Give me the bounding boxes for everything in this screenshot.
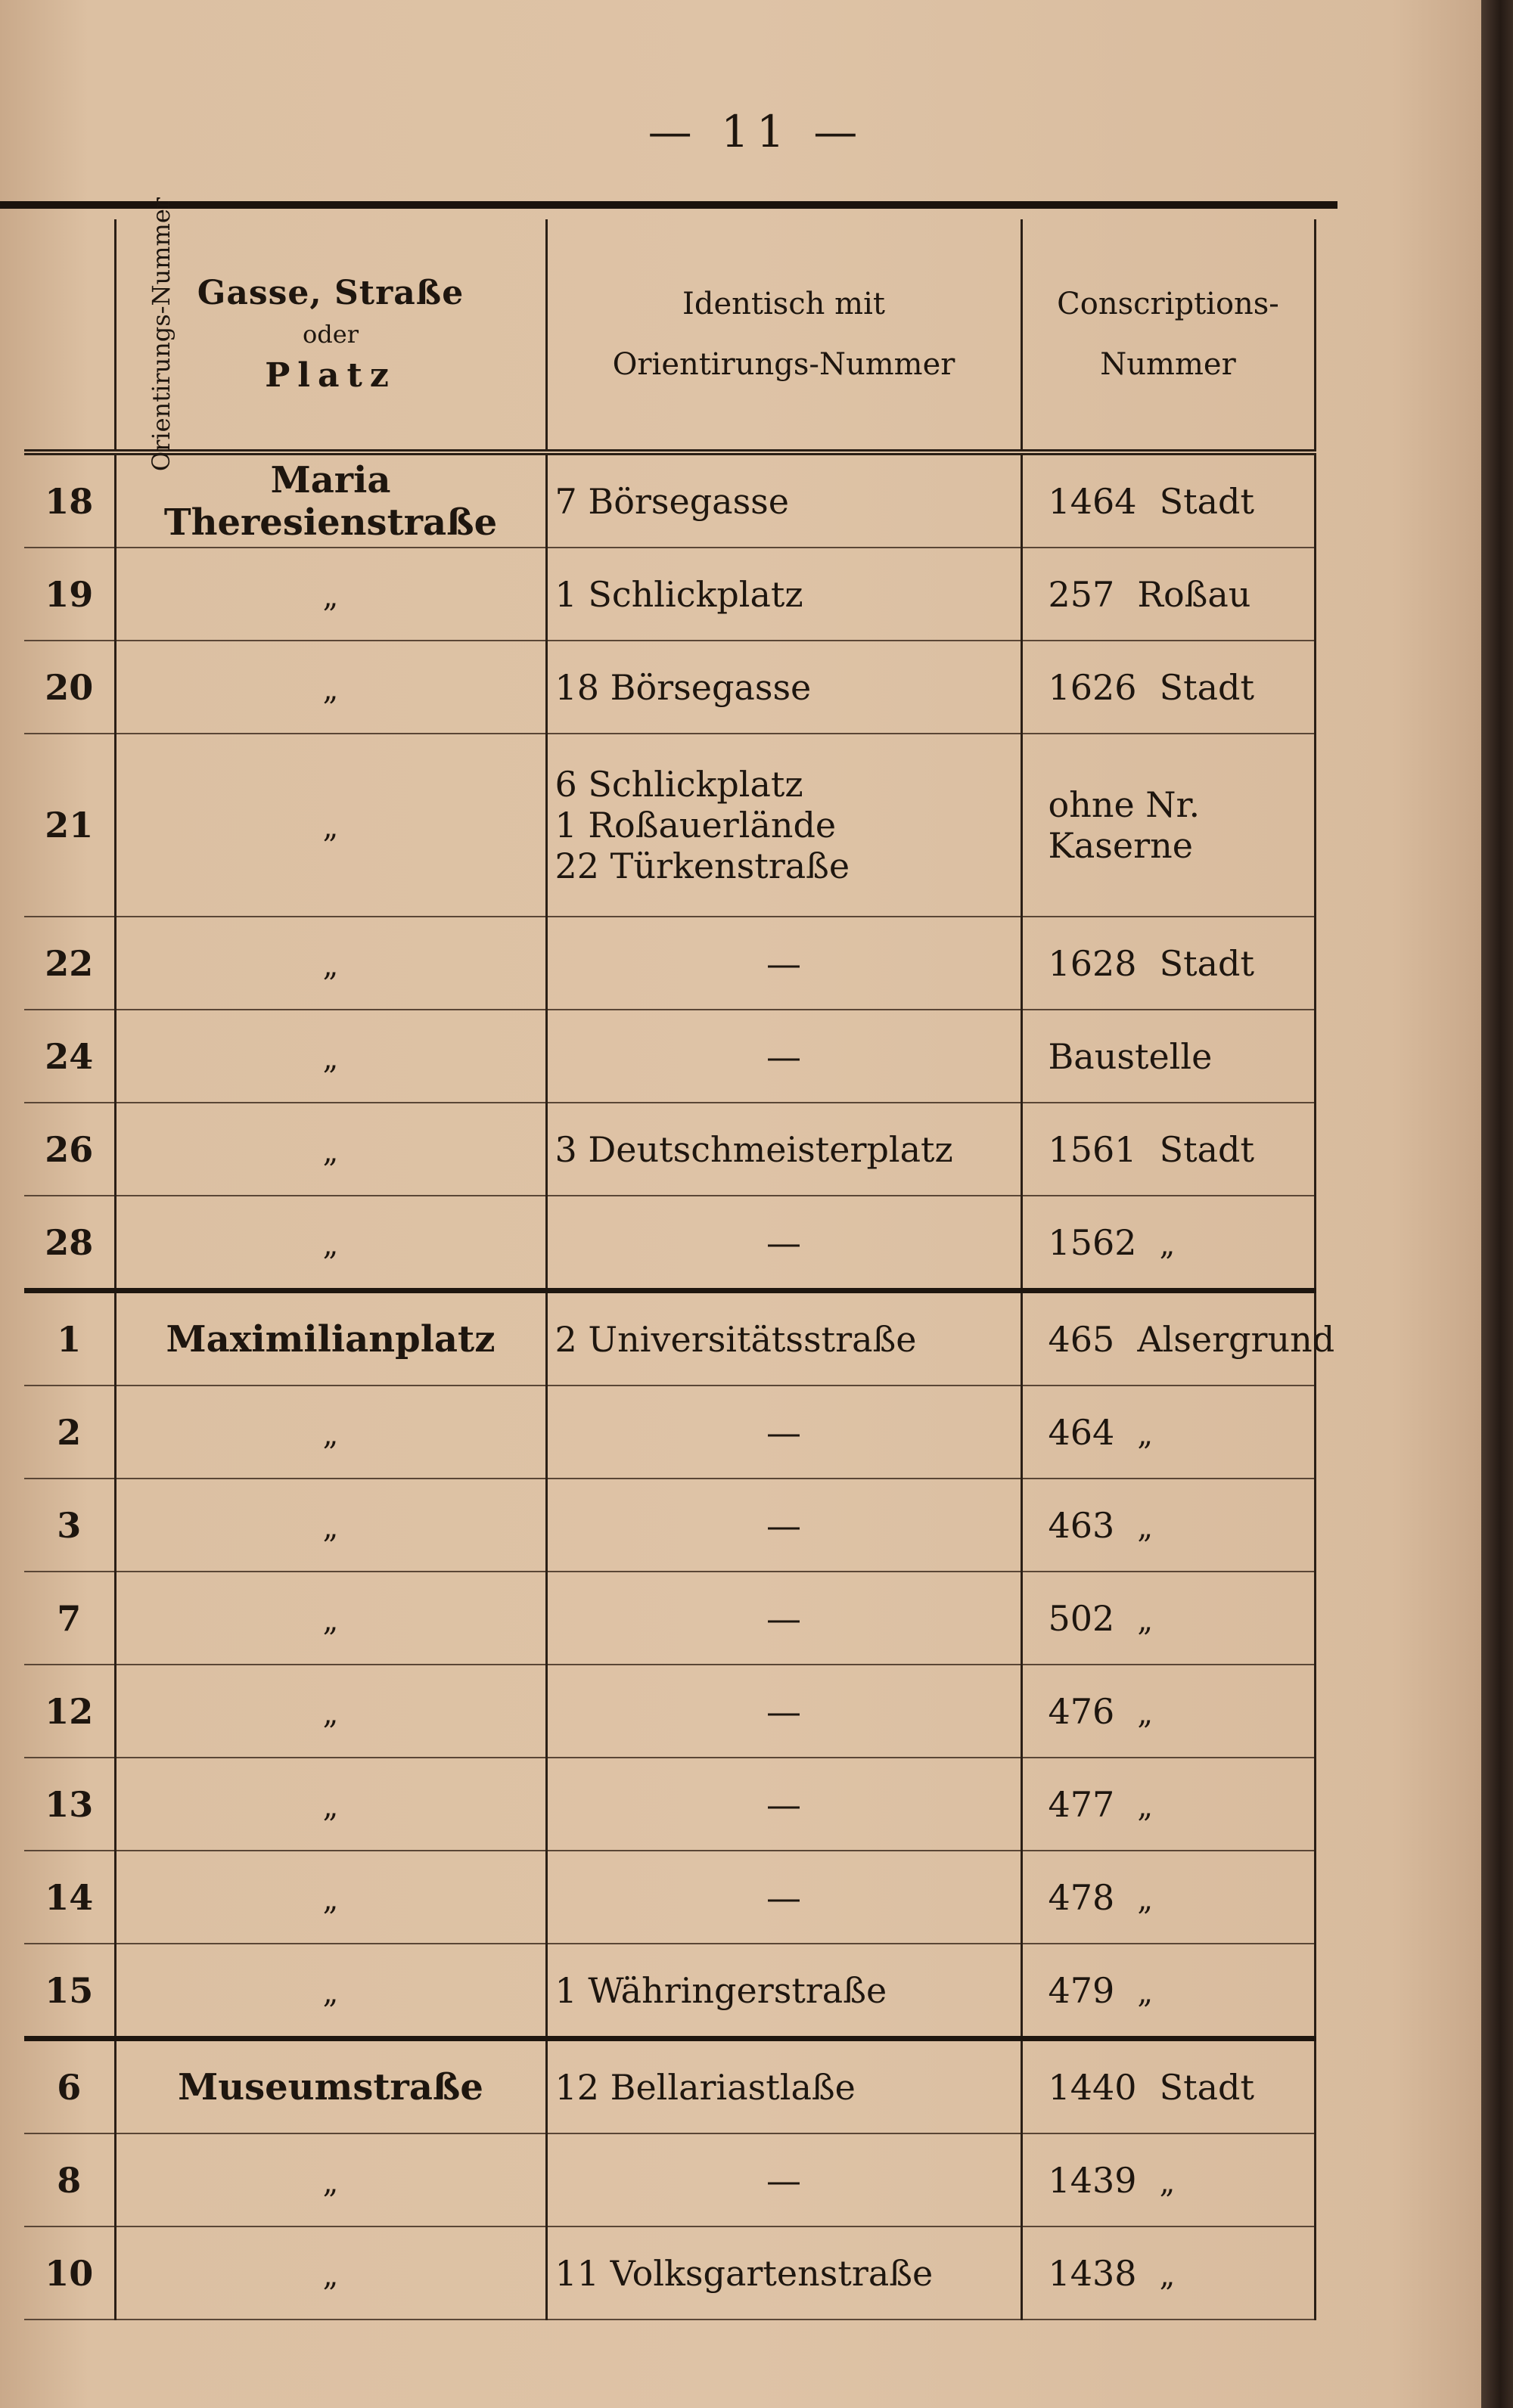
identisch-entry: —	[766, 942, 801, 984]
address-table	[24, 197, 1335, 2320]
district-label: „	[1137, 1510, 1154, 1545]
table-row	[24, 917, 1315, 1010]
ditto-mark: „	[322, 1603, 339, 1638]
identisch-cell	[546, 1103, 1021, 1196]
identisch-cell	[546, 734, 1021, 917]
conscriptions-cell	[1021, 1479, 1315, 1572]
street-ditto-cell	[115, 1196, 546, 1291]
identisch-cell	[546, 1851, 1021, 1944]
header-conscriptions	[1021, 219, 1315, 452]
orientirungs-nummer-cell: 1	[24, 1291, 115, 1386]
book-binding	[1481, 0, 1513, 2408]
street-ditto-cell	[115, 641, 546, 734]
street-name-cell: Maximilianplatz	[115, 1291, 546, 1386]
identisch-entry: 1 Währingerstraße	[555, 1969, 887, 2011]
district-label: „	[1137, 1603, 1154, 1638]
header-col2-line2: oder	[303, 320, 359, 349]
identisch-entry: 1 Roßauerlände	[555, 805, 837, 846]
identisch-cell	[546, 1479, 1021, 1572]
ditto-mark: „	[322, 810, 339, 845]
district-label: Stadt	[1159, 666, 1254, 708]
orientirungs-nummer-cell: 2	[24, 1386, 115, 1479]
ditto-mark: „	[322, 1882, 339, 1917]
street-name-cell: Museumstraße	[115, 2039, 546, 2134]
table-row	[24, 1196, 1315, 1291]
district-label: Stadt	[1159, 1128, 1254, 1170]
orientirungs-nummer-cell: 3	[24, 1479, 115, 1572]
conscriptions-number: 1626	[1048, 666, 1137, 708]
conscriptions-cell	[1021, 2226, 1315, 2320]
orientirungs-nummer-cell: 15	[24, 1944, 115, 2039]
identisch-entry: —	[766, 1221, 801, 1263]
table-row	[24, 1944, 1315, 2039]
identisch-cell	[546, 548, 1021, 641]
conscriptions-number: ohne Nr. Kaserne	[1048, 784, 1201, 866]
conscriptions-number: 478	[1048, 1876, 1115, 1918]
street-ditto-cell	[115, 1944, 546, 2039]
orientirungs-nummer-cell: 19	[24, 548, 115, 641]
district-label: „	[1137, 1417, 1154, 1452]
conscriptions-number: 1561	[1048, 1128, 1137, 1170]
conscriptions-number: 1439	[1048, 2159, 1137, 2201]
identisch-cell	[546, 1386, 1021, 1479]
conscriptions-cell	[1021, 734, 1315, 917]
street-ditto-cell	[115, 2133, 546, 2226]
district-label: „	[1137, 1975, 1154, 2010]
orientirungs-nummer-cell: 7	[24, 1572, 115, 1665]
identisch-entry: —	[766, 2159, 801, 2201]
table-row	[24, 1479, 1315, 1572]
header-col4-line1: Conscriptions-	[1057, 287, 1279, 321]
conscriptions-cell	[1021, 1665, 1315, 1758]
conscriptions-cell	[1021, 548, 1315, 641]
orientirungs-nummer-cell: 28	[24, 1196, 115, 1291]
conscriptions-cell	[1021, 1010, 1315, 1103]
district-label: „	[1159, 2258, 1176, 2293]
street-ditto-cell	[115, 734, 546, 917]
identisch-cell	[546, 1010, 1021, 1103]
district-label: Stadt	[1159, 942, 1254, 984]
street-ditto-cell	[115, 1572, 546, 1665]
identisch-entry: —	[766, 1504, 801, 1546]
conscriptions-number: 479	[1048, 1969, 1115, 2011]
table-row	[24, 2039, 1315, 2134]
identisch-entry: —	[766, 1597, 801, 1639]
table-row	[24, 734, 1315, 917]
identisch-cell	[546, 452, 1021, 548]
orientirungs-nummer-cell: 6	[24, 2039, 115, 2134]
conscriptions-cell	[1021, 917, 1315, 1010]
conscriptions-cell	[1021, 1291, 1335, 1386]
conscriptions-cell	[1021, 1103, 1315, 1196]
ditto-mark: „	[322, 1975, 339, 2010]
street-ditto-cell	[115, 917, 546, 1010]
ditto-mark: „	[322, 1227, 339, 1262]
identisch-cell	[546, 2039, 1021, 2134]
table-row	[24, 1758, 1315, 1851]
conscriptions-cell	[1021, 1386, 1315, 1479]
header-col4-line2: Nummer	[1100, 347, 1236, 382]
identisch-entry: —	[766, 1690, 801, 1732]
district-label: Stadt	[1159, 2066, 1254, 2108]
conscriptions-number: 476	[1048, 1690, 1115, 1732]
district-label: „	[1159, 2164, 1176, 2200]
ditto-mark: „	[322, 1510, 339, 1545]
conscriptions-number: 1562	[1048, 1221, 1137, 1263]
conscriptions-cell	[1021, 1851, 1315, 1944]
identisch-entry: 22 Türkenstraße	[555, 846, 850, 886]
street-ditto-cell	[115, 1103, 546, 1196]
orientirungs-nummer-cell: 13	[24, 1758, 115, 1851]
conscriptions-number: 1628	[1048, 942, 1137, 984]
identisch-entry: 7 Börsegasse	[555, 480, 790, 522]
identisch-cell	[546, 1291, 1021, 1386]
street-ditto-cell	[115, 1758, 546, 1851]
district-label: Stadt	[1159, 480, 1254, 522]
conscriptions-number: 1438	[1048, 2252, 1137, 2294]
district-label: „	[1137, 1882, 1154, 1917]
conscriptions-cell	[1021, 2039, 1315, 2134]
header-col2-line3: Platz	[265, 356, 396, 395]
conscriptions-number: 1464	[1048, 480, 1137, 522]
header-col3-line1: Identisch mit	[682, 287, 885, 321]
conscriptions-cell	[1021, 1758, 1315, 1851]
ditto-mark: „	[322, 1041, 339, 1076]
district-label: Alsergrund	[1137, 1318, 1335, 1360]
district-label: „	[1137, 1789, 1154, 1824]
identisch-entry: 6 Schlickplatz	[555, 764, 803, 805]
orientirungs-nummer-cell: 20	[24, 641, 115, 734]
conscriptions-number: Baustelle	[1048, 1035, 1213, 1077]
orientirungs-nummer-cell: 24	[24, 1010, 115, 1103]
street-ditto-cell	[115, 1851, 546, 1944]
identisch-cell	[546, 917, 1021, 1010]
header-identisch	[546, 219, 1021, 452]
ditto-mark: „	[322, 1134, 339, 1169]
ditto-mark: „	[322, 579, 339, 614]
header-col1-label: Orientirungs-Nummer	[147, 197, 176, 472]
identisch-cell	[546, 1665, 1021, 1758]
conscriptions-number: 477	[1048, 1783, 1115, 1825]
identisch-entry: 3 Deutschmeisterplatz	[555, 1128, 953, 1170]
conscriptions-cell	[1021, 1572, 1315, 1665]
header-orientirungs-nummer	[24, 197, 176, 472]
ditto-mark: „	[322, 672, 339, 707]
street-ditto-cell	[115, 1010, 546, 1103]
header-col2-line1: Gasse, Straße	[197, 274, 464, 312]
street-ditto-cell	[115, 1386, 546, 1479]
identisch-cell	[546, 2133, 1021, 2226]
identisch-entry: —	[766, 1035, 801, 1077]
table-row	[24, 1572, 1315, 1665]
street-ditto-cell	[115, 548, 546, 641]
orientirungs-nummer-cell: 12	[24, 1665, 115, 1758]
identisch-entry: 1 Schlickplatz	[555, 573, 803, 615]
conscriptions-cell	[1021, 2133, 1315, 2226]
table-row	[24, 1010, 1315, 1103]
table-row	[24, 641, 1315, 734]
table-header-row	[24, 219, 1315, 452]
table-row	[24, 1291, 1315, 1386]
ditto-mark: „	[322, 1789, 339, 1824]
district-label: „	[1137, 1696, 1154, 1731]
header-col3-line2: Orientirungs-Nummer	[612, 347, 955, 382]
conscriptions-cell	[1021, 452, 1315, 548]
identisch-cell	[546, 641, 1021, 734]
ditto-mark: „	[322, 1696, 339, 1731]
table-row	[24, 1103, 1315, 1196]
table-row	[24, 1665, 1315, 1758]
orientirungs-nummer-cell: 10	[24, 2226, 115, 2320]
table-row	[24, 2226, 1315, 2320]
ditto-mark: „	[322, 2164, 339, 2200]
street-ditto-cell	[115, 1665, 546, 1758]
page-number: — 11 —	[648, 106, 865, 157]
table-row	[24, 1386, 1315, 1479]
conscriptions-number: 465	[1048, 1318, 1115, 1360]
ditto-mark: „	[322, 1417, 339, 1452]
orientirungs-nummer-cell: 8	[24, 2133, 115, 2226]
identisch-entry: 12 Bellariastlaße	[555, 2066, 856, 2108]
top-rule	[0, 201, 1337, 209]
street-name-cell: Maria Theresienstraße	[115, 452, 546, 548]
conscriptions-number: 464	[1048, 1411, 1115, 1453]
table-row	[24, 2133, 1315, 2226]
identisch-entry: —	[766, 1876, 801, 1918]
conscriptions-cell	[1021, 1196, 1315, 1291]
identisch-cell	[546, 1944, 1021, 2039]
conscriptions-number: 257	[1048, 573, 1115, 615]
identisch-entry: 2 Universitätsstraße	[555, 1318, 917, 1360]
orientirungs-nummer-cell: 14	[24, 1851, 115, 1944]
orientirungs-nummer-cell: 21	[24, 734, 115, 917]
orientirungs-nummer-cell: 18	[24, 452, 115, 548]
identisch-cell	[546, 2226, 1021, 2320]
identisch-entry: —	[766, 1411, 801, 1453]
orientirungs-nummer-cell: 26	[24, 1103, 115, 1196]
conscriptions-number: 463	[1048, 1504, 1115, 1546]
header-gasse	[115, 219, 546, 452]
table-body	[24, 452, 1335, 2320]
table-row	[24, 452, 1315, 548]
table-row	[24, 548, 1315, 641]
ditto-mark: „	[322, 2258, 339, 2293]
district-label: „	[1159, 1227, 1176, 1262]
ditto-mark: „	[322, 948, 339, 983]
identisch-entry: 18 Börsegasse	[555, 666, 812, 708]
orientirungs-nummer-cell: 22	[24, 917, 115, 1010]
identisch-entry: 11 Volksgartenstraße	[555, 2252, 934, 2294]
identisch-entry: —	[766, 1783, 801, 1825]
conscriptions-number: 502	[1048, 1597, 1115, 1639]
street-ditto-cell	[115, 2226, 546, 2320]
table-row	[24, 1851, 1315, 1944]
identisch-cell	[546, 1196, 1021, 1291]
conscriptions-cell	[1021, 641, 1315, 734]
street-ditto-cell	[115, 1479, 546, 1572]
identisch-cell	[546, 1572, 1021, 1665]
conscriptions-number: 1440	[1048, 2066, 1137, 2108]
identisch-cell	[546, 1758, 1021, 1851]
conscriptions-cell	[1021, 1944, 1315, 2039]
district-label: Roßau	[1137, 573, 1251, 615]
